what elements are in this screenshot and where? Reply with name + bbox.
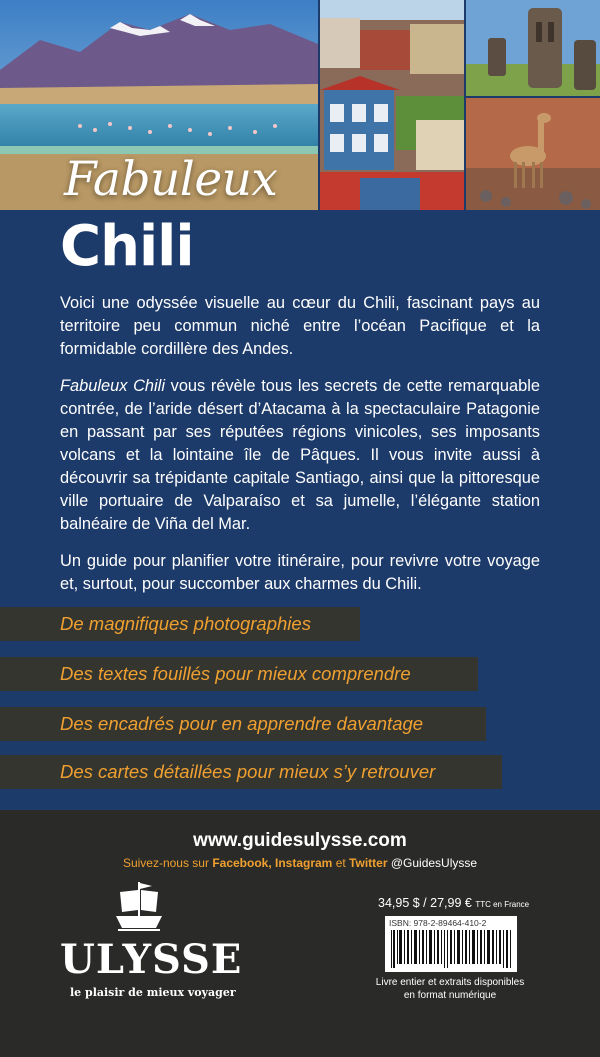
guanaco-photo: [466, 98, 600, 210]
isbn: ISBN: 978-2-89464-410-2: [389, 918, 487, 928]
feature-bar: [0, 707, 486, 741]
social-prefix: Suivez-nous sur: [122, 856, 213, 870]
price-note: TTC en France: [475, 900, 530, 909]
description-paragraph-2-text: vous révèle tous les secrets de cette remarquable contrée, de l’aride désert d’Atacama à la spectaculaire Patagonie en passant par ses réputées régions vinicoles, ses imposants volcans et la lointaine île de Pâques. Il vous invite aussi à découvrir sa trépidante capitale Santiago, ainsi que la pittoresque ville portuaire de Valparaíso et sa jumelle, l’élégante station balnéaire de Viña del Mar.: [60, 377, 541, 533]
social-and: et: [332, 856, 350, 870]
book-title-inline: Fabuleux Chili: [60, 377, 165, 395]
footer: [0, 810, 600, 1057]
social-handle: @GuidesUlysse: [387, 856, 478, 870]
title-fabuleux: Fabuleux: [64, 152, 278, 207]
social-twitter: Twitter: [349, 856, 388, 870]
brand-name: ULYSSE: [60, 936, 243, 983]
feature-label: Des textes fouillés pour mieux comprendre: [60, 663, 411, 684]
feature-label: Des cartes détaillées pour mieux s’y retrouver: [60, 761, 436, 782]
ship-logo-icon: [112, 880, 166, 934]
description-paragraph-1: Voici une odyssée visuelle au cœur du Chili, fascinant pays au territoire peu commun niché entre l’océan Pacifique et la formidable cordillère des Andes.: [60, 294, 540, 358]
social-networks: Facebook, Instagram: [212, 856, 333, 870]
feature-bar: [0, 657, 478, 691]
price-value: 34,95 $ / 27,99 €: [378, 896, 476, 910]
barcode-bars: [389, 930, 513, 968]
feature-bar: [0, 755, 502, 789]
description-paragraph-3: Un guide pour planifier votre itinéraire, pour revivre votre voyage et, surtout, pour succomber aux charmes du Chili.: [60, 552, 540, 593]
description: [60, 292, 540, 610]
easter-island-moai-photo: [466, 0, 600, 96]
title-chili: Chili: [60, 214, 194, 279]
barcode: [385, 916, 517, 972]
feature-label: Des encadrés pour en apprendre davantage: [60, 713, 424, 734]
website-link[interactable]: www.guidesulysse.com: [193, 830, 407, 851]
valparaiso-houses-photo: [320, 0, 464, 210]
digital-availability: Livre entier et extraits disponibles en format numérique: [375, 977, 525, 1001]
feature-bar: [0, 607, 360, 641]
brand-tagline: le plaisir de mieux voyager: [70, 986, 236, 999]
price: [378, 896, 529, 910]
social-line: [0, 856, 600, 870]
description-paragraph-2: [60, 375, 540, 536]
feature-label: De magnifiques photographies: [60, 613, 311, 634]
